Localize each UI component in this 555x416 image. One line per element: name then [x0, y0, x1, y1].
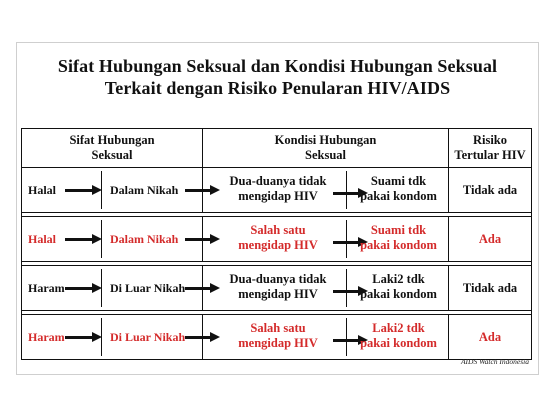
condition-text [213, 174, 343, 204]
risiko-cell [449, 315, 532, 360]
table-row [22, 266, 532, 311]
context-label: Di Luar Nikah [110, 330, 186, 344]
condition-line2: mengidap HIV [238, 238, 318, 252]
header-kondisi-line2: Seksual [305, 148, 346, 162]
risk-label: Ada [478, 231, 502, 246]
condition-text [213, 223, 343, 253]
source-note: AIDS Watch Indonesia [460, 357, 529, 366]
table-row [22, 217, 532, 262]
kondisi-cell [203, 266, 449, 311]
sifat-cell [22, 315, 203, 360]
partner-text [351, 321, 446, 351]
condition-line1: Salah satu [250, 223, 306, 237]
condition-line1: Dua-duanya tidak [229, 174, 327, 188]
cell-divider [346, 318, 347, 356]
arrow-icon [65, 336, 93, 339]
risiko-cell [449, 266, 532, 311]
condition-text [213, 272, 343, 302]
table-row [22, 168, 532, 213]
risk-label: Tidak ada [462, 182, 518, 197]
condition-line1: Dua-duanya tidak [229, 272, 327, 286]
arrow-icon [65, 238, 93, 241]
risk-label: Ada [478, 329, 502, 344]
partner-line2: pakai kondom [360, 238, 437, 252]
risk-label: Tidak ada [462, 280, 518, 295]
table-row [22, 315, 532, 360]
condition-text [213, 321, 343, 351]
sifat-cell [22, 266, 203, 311]
header-risiko-line1: Risiko [472, 133, 508, 147]
cell-divider [346, 171, 347, 209]
partner-line1: Laki2 tdk [372, 321, 425, 335]
kondisi-cell [203, 315, 449, 360]
condition-line2: mengidap HIV [238, 287, 318, 301]
partner-line2: pakai kondom [360, 189, 437, 203]
header-kondisi-line1: Kondisi Hubungan [274, 133, 377, 147]
partner-line2: pakai kondom [360, 336, 437, 350]
partner-text [351, 272, 446, 302]
kondisi-cell [203, 217, 449, 262]
partner-line2: pakai kondom [360, 287, 437, 301]
context-label: Dalam Nikah [110, 232, 179, 246]
cell-divider [101, 171, 102, 209]
cell-divider [101, 318, 102, 356]
condition-line2: mengidap HIV [238, 189, 318, 203]
arrow-icon [65, 287, 93, 290]
header-row [22, 129, 532, 168]
title-line-2: Terkait dengan Risiko Penularan HIV/AIDS [104, 78, 451, 98]
status-label: Halal [28, 183, 57, 197]
header-sifat-line2: Seksual [91, 148, 133, 162]
arrow-icon [65, 189, 93, 192]
status-label: Halal [28, 232, 57, 246]
risiko-cell [449, 168, 532, 213]
status-label: Haram [28, 281, 65, 295]
partner-line1: Laki2 tdk [372, 272, 425, 286]
partner-text [351, 223, 446, 253]
header-kondisi [203, 129, 449, 168]
partner-line1: Suami tdk [370, 174, 427, 188]
kondisi-cell [203, 168, 449, 213]
cell-divider [346, 220, 347, 258]
status-label: Haram [28, 330, 65, 344]
header-risiko [449, 129, 532, 168]
header-sifat-line1: Sifat Hubungan [69, 133, 155, 147]
header-risiko-line2: Tertular HIV [454, 148, 526, 162]
context-label: Di Luar Nikah [110, 281, 186, 295]
cell-divider [346, 269, 347, 307]
header-sifat [22, 129, 203, 168]
partner-line1: Suami tdk [370, 223, 427, 237]
context-label: Dalam Nikah [110, 183, 179, 197]
partner-text [351, 174, 446, 204]
cell-divider [101, 269, 102, 307]
cell-divider [101, 220, 102, 258]
risk-table [21, 128, 532, 360]
sifat-cell [22, 168, 203, 213]
condition-line1: Salah satu [250, 321, 306, 335]
condition-line2: mengidap HIV [238, 336, 318, 350]
sifat-cell [22, 217, 203, 262]
risiko-cell [449, 217, 532, 262]
title-line-1: Sifat Hubungan Seksual dan Kondisi Hubungan Seksual [57, 56, 498, 76]
